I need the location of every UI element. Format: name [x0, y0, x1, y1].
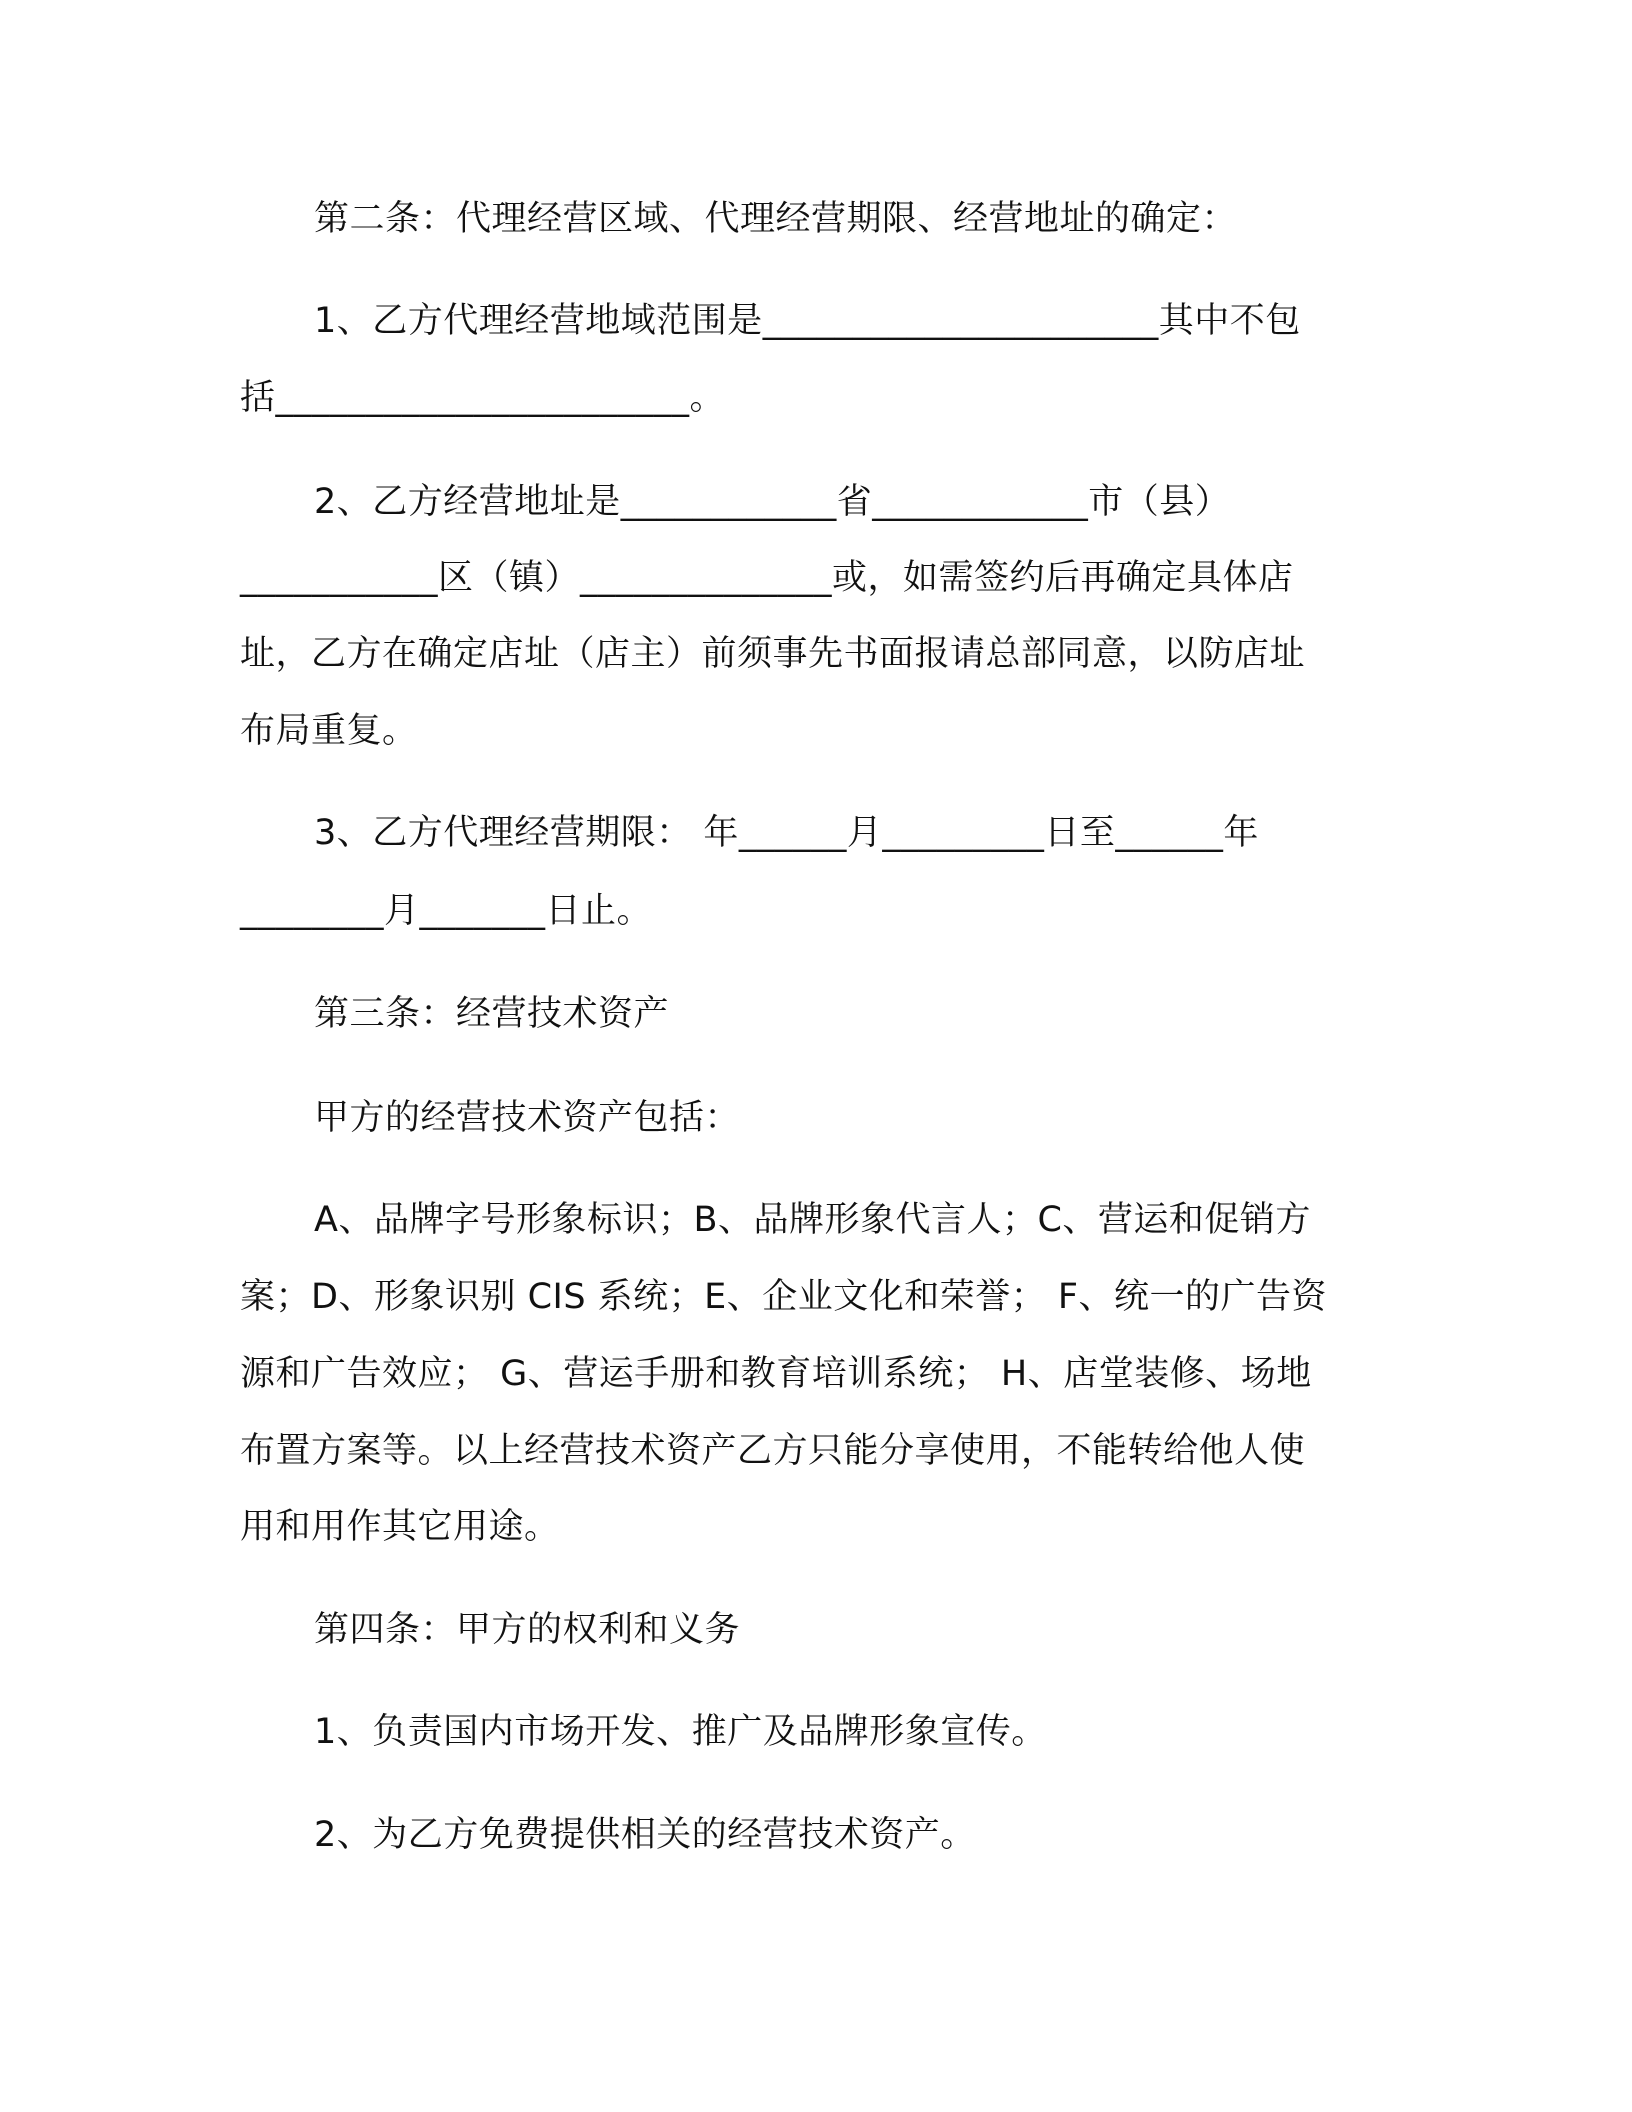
- article-3-body-line-2: 案；D、形象识别 CIS 系统；E、企业文化和荣誉； F、统一的广告资: [240, 1277, 1328, 1317]
- clause-2-3-line-1: 3、乙方代理经营期限： 年______月_________日至______年: [314, 813, 1259, 853]
- article-2-heading: 第二条：代理经营区域、代理经营期限、经营地址的确定：: [314, 199, 1238, 239]
- article-3-intro: 甲方的经营技术资产包括：: [314, 1098, 741, 1138]
- clause-2-3-line-2: ________月_______日止。: [240, 891, 653, 931]
- article-3-body-line-3: 源和广告效应； G、营运手册和教育培训系统； H、店堂装修、场地: [240, 1354, 1312, 1394]
- clause-2-2-line-1: 2、乙方经营地址是____________省____________市（县）: [314, 482, 1231, 522]
- clause-4-2: 2、为乙方免费提供相关的经营技术资产。: [314, 1815, 976, 1855]
- clause-4-1: 1、负责国内市场开发、推广及品牌形象宣传。: [314, 1712, 1047, 1752]
- clause-2-1-line-1: 1、乙方代理经营地域范围是______________________其中不包: [314, 301, 1301, 341]
- article-3-body-line-5: 用和用作其它用途。: [240, 1507, 560, 1547]
- clause-2-2-line-4: 布局重复。: [240, 711, 418, 751]
- article-4-heading: 第四条：甲方的权利和义务: [314, 1610, 741, 1650]
- clause-2-2-line-2: ___________区（镇）______________或，如需签约后再确定具体店: [240, 558, 1294, 598]
- clause-2-1-line-2: 括_______________________。: [240, 378, 726, 418]
- article-3-body-line-4: 布置方案等。以上经营技术资产乙方只能分享使用，不能转给他人使: [240, 1431, 1306, 1471]
- article-3-heading: 第三条：经营技术资产: [314, 994, 670, 1034]
- article-3-body-line-1: A、品牌字号形象标识；B、品牌形象代言人；C、营运和促销方: [314, 1200, 1311, 1240]
- clause-2-2-line-3: 址，乙方在确定店址（店主）前须事先书面报请总部同意，以防店址: [240, 634, 1306, 674]
